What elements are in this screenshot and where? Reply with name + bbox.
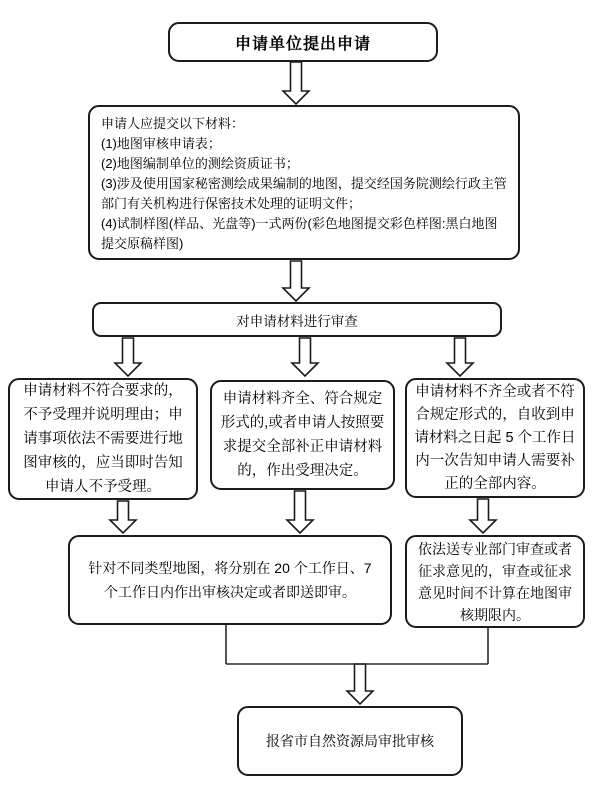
block-arrow-review-to-accept bbox=[292, 338, 318, 376]
node-review: 对申请材料进行审查 bbox=[92, 302, 502, 337]
block-arrow-start-to-materials bbox=[283, 62, 309, 104]
block-arrow-review-to-reject bbox=[115, 338, 141, 376]
node-supplement: 申请材料不齐全或者不符合规定形式的，自收到申请材料之日起 5 个工作日内一次告知申请人需要补正的全部内容。 bbox=[405, 378, 585, 498]
materials-line-2: (2)地图编制单位的测绘资质证书； bbox=[101, 156, 299, 171]
block-arrow-accept-to-decision bbox=[287, 491, 313, 533]
block-arrow-materials-to-review bbox=[283, 261, 309, 301]
node-reject: 申请材料不符合要求的，不予受理并说明理由；申请事项依法不需要进行地图审核的，应当即时告知申请人不予受理。 bbox=[8, 378, 198, 500]
materials-line-4: (4)试制样图(样品、光盘等)一式两份(彩色地图提交彩色样图:黑白地图提交原稿样图) bbox=[101, 216, 498, 251]
block-arrow-review-to-supplement bbox=[447, 338, 473, 376]
node-accept: 申请材料齐全、符合规定形式的,或者申请人按照要求提交全部补正申请材料的，作出受理决定。 bbox=[210, 380, 395, 490]
node-start: 申请单位提出申请 bbox=[168, 22, 438, 62]
materials-line-intro: 申请人应提交以下材料： bbox=[101, 116, 245, 131]
materials-line-1: (1)地图审核申请表； bbox=[101, 136, 221, 151]
node-report: 报省市自然资源局审批审核 bbox=[237, 706, 463, 776]
block-arrow-merge-to-report bbox=[347, 664, 373, 704]
node-decision: 针对不同类型地图，将分别在 20 个工作日、7 个工作日内作出审核决定或者即送即审。 bbox=[68, 535, 392, 625]
block-arrow-supplement-to-consult bbox=[470, 499, 496, 533]
node-consult: 依法送专业部门审查或者征求意见的，审查或征求意见时间不计算在地图审核期限内。 bbox=[405, 535, 585, 628]
block-arrow-reject-to-decision bbox=[110, 501, 136, 533]
node-materials bbox=[88, 105, 520, 260]
materials-line-3: (3)涉及使用国家秘密测绘成果编制的地图，提交经国务院测绘行政主管部门有关机构进行保密技术处理的证明文件； bbox=[101, 176, 507, 211]
